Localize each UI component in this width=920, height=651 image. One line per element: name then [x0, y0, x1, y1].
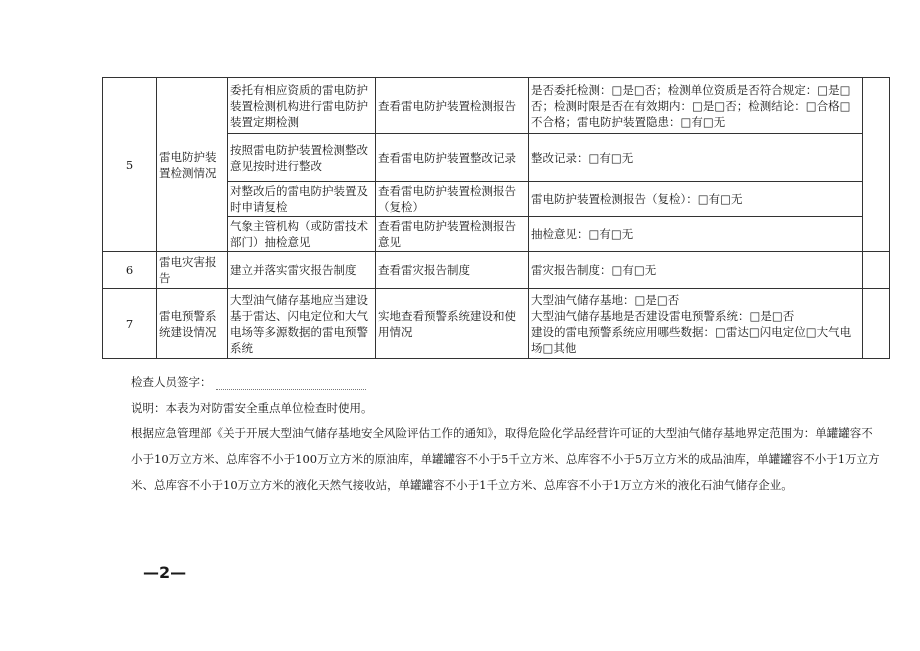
check-method: 查看雷电防护装置检测报告（复检） [376, 182, 529, 217]
signature-line [131, 374, 366, 390]
table-row [103, 252, 890, 289]
table-note: 说明：本表为对防雷安全重点单位检查时使用。 [131, 401, 373, 415]
check-content: 委托有相应资质的雷电防护装置检测机构进行雷电防护装置定期检测 [228, 78, 376, 134]
item-number: 6 [103, 252, 157, 289]
check-content: 对整改后的雷电防护装置及时申请复检 [228, 182, 376, 217]
check-method: 查看雷灾报告制度 [376, 252, 529, 289]
check-item: 雷电防护装置检测情况 [157, 78, 228, 252]
check-content: 大型油气储存基地应当建设基于雷达、闪电定位和大气电场等多源数据的雷电预警系统 [228, 289, 376, 359]
table-row [103, 289, 890, 359]
scope-paragraph: 根据应急管理部《关于开展大型油气储存基地安全风险评估工作的通知》，取得危险化学品经营许可证的大型油气储存基地界定范围为：单罐罐容不小于10万立方米、总库容不小于100万立方米的原油库，单罐罐容不小于5千立方米、总库容不小于5万立方米的成品油库，单罐罐容不小于1万立方米、总库容不小于10万立方米的液化天然气接收站，单罐罐容不小于1千立方米、总库容不小于1万立方米的液化石油气储存企业。 [131, 426, 880, 492]
check-result: 雷电防护装置检测报告（复检）：□有□无 [529, 182, 863, 217]
inspection-table [102, 77, 890, 359]
remark-cell [863, 78, 890, 252]
remark-cell [863, 252, 890, 289]
check-content: 建立并落实雷灾报告制度 [228, 252, 376, 289]
check-method: 查看雷电防护装置检测报告 [376, 78, 529, 134]
check-result-line: 大型油气储存基地是否建设雷电预警系统：□是□否 [531, 308, 795, 323]
check-result: 整改记录：□有□无 [529, 134, 863, 182]
check-item: 雷电灾害报告 [157, 252, 228, 289]
check-result: 是否委托检测：□是□否；检测单位资质是否符合规定：□是□否；检测时限是否在有效期内：□是□否；检测结论：□合格□不合格；雷电防护装置隐患：□有□无 [529, 78, 863, 134]
check-content: 按照雷电防护装置检测整改意见按时进行整改 [228, 134, 376, 182]
signature-label: 检查人员签字： [131, 375, 212, 389]
page-number: —2— [143, 563, 187, 582]
check-method: 查看雷电防护装置整改记录 [376, 134, 529, 182]
check-method: 实地查看预警系统建设和使用情况 [376, 289, 529, 359]
check-result: 雷灾报告制度：□有□无 [529, 252, 863, 289]
check-result-line: 建设的雷电预警系统应用哪些数据：□雷达□闪电定位□大气电场□其他 [531, 324, 852, 355]
item-number: 5 [103, 78, 157, 252]
check-item: 雷电预警系统建设情况 [157, 289, 228, 359]
check-content: 气象主管机构（或防雷技术部门）抽检意见 [228, 217, 376, 252]
table-row [103, 78, 890, 134]
signature-field[interactable] [216, 377, 366, 390]
check-method: 查看雷电防护装置检测报告意见 [376, 217, 529, 252]
check-result [529, 289, 863, 359]
item-number: 7 [103, 289, 157, 359]
check-result: 抽检意见：□有□无 [529, 217, 863, 252]
remark-cell [863, 289, 890, 359]
check-result-line: 大型油气储存基地：□是□否 [531, 292, 680, 307]
